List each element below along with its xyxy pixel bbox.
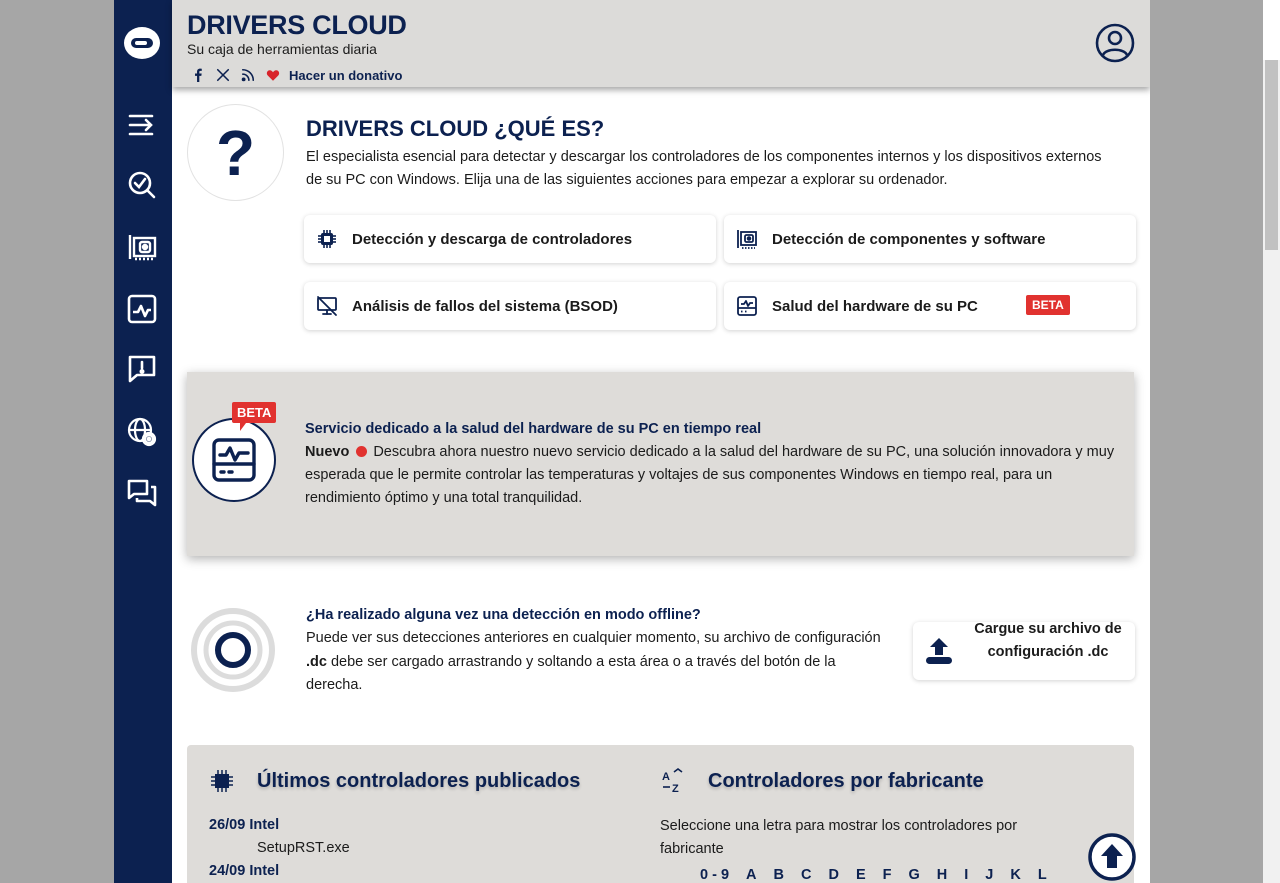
sidebar (114, 0, 172, 883)
user-account-icon[interactable] (1094, 22, 1136, 64)
donate-link[interactable]: Hacer un donativo (289, 67, 403, 83)
letter-link[interactable]: K (1010, 867, 1021, 883)
driver-entry[interactable]: 24/09 Intel (209, 863, 280, 879)
promo-description: Descubra ahora nuestro nuevo servicio dedicado a la salud del hardware de su PC, una solución innovadora y muy esperada que le permite controlar las temperaturas y voltajes de sus componentes Windows en tiempo real, para un rendimiento óptimo y una total tranquilidad. (305, 444, 1115, 506)
letter-link[interactable]: A (746, 867, 757, 883)
intro-text: El especialista esencial para detectar y descargar los controladores de los componentes internos y los dispositivos externos de su PC con Windows. Elija una de las siguientes acciones para empezar a explorar su ordenador. (306, 149, 1102, 188)
hardware-health-icon (192, 418, 276, 502)
manufacturer-title: Controladores por fabricante (708, 769, 984, 792)
facebook-icon[interactable] (185, 66, 210, 84)
letter-index (700, 867, 1064, 883)
monitoring-icon[interactable] (125, 292, 159, 326)
letter-link[interactable]: B (773, 867, 784, 883)
heart-icon (260, 66, 285, 84)
menu-toggle-icon[interactable] (125, 108, 159, 142)
action-label: Detección y descarga de controladores (352, 230, 633, 248)
offline-detection-icon (190, 607, 276, 693)
bsod-analysis-button[interactable] (304, 282, 716, 330)
drivers-cloud-logo[interactable] (123, 24, 161, 62)
manufacturer-heading (660, 768, 984, 794)
action-label: Análisis de fallos del sistema (BSOD) (352, 297, 618, 315)
promo-beta-tag (232, 402, 276, 423)
letter-link[interactable]: G (908, 867, 920, 883)
driver-file-link[interactable]: SetupRST.exe (257, 840, 350, 856)
driver-detection-button[interactable] (304, 215, 716, 263)
report-problem-icon[interactable] (125, 352, 159, 386)
drivers-panel (187, 745, 1134, 883)
beta-badge: BETA (1026, 295, 1070, 315)
hardware-health-promo[interactable] (187, 372, 1134, 556)
letter-link[interactable]: D (828, 867, 839, 883)
svg-text:Z: Z (672, 783, 679, 794)
new-label: Nuevo (305, 444, 350, 460)
hardware-health-button[interactable] (724, 282, 1136, 330)
brand-subtitle: Su caja de herramientas diaria (187, 41, 377, 57)
search-check-icon[interactable] (125, 168, 159, 202)
question-icon: ? (187, 104, 284, 201)
page-scrollbar[interactable] (1263, 0, 1280, 883)
network-settings-icon[interactable] (125, 415, 159, 449)
letter-link[interactable]: E (855, 867, 866, 883)
scroll-to-top-icon[interactable] (1088, 833, 1136, 881)
chip-icon (316, 228, 338, 250)
manufacturer-text: Seleccione una letra para mostrar los controladores por fabricante (660, 818, 1018, 857)
app-window (114, 0, 1150, 883)
offline-title: ¿Ha realizado alguna vez una detección en modo offline? (306, 607, 701, 623)
scrollbar-thumb[interactable] (1265, 60, 1278, 250)
letter-link[interactable]: C (800, 867, 812, 883)
upload-config-button[interactable] (913, 622, 1135, 680)
new-dot (356, 446, 367, 457)
component-detection-button[interactable] (724, 215, 1136, 263)
promo-title: Servicio dedicado a la salud del hardware de su PC en tiempo real (305, 421, 762, 437)
latest-drivers-heading (209, 768, 580, 794)
beta-badge: BETA (232, 402, 276, 423)
graphics-card-icon[interactable] (125, 230, 159, 264)
offline-text: Puede ver sus detecciones anteriores en cualquier momento, su archivo de configuración .dc debe ser cargado arrastrando y soltando a esta área o a través del botón de la derecha. (306, 630, 881, 693)
letter-link[interactable]: H (936, 867, 948, 883)
monitor-crash-icon (316, 295, 338, 317)
action-label: Detección de componentes y software (772, 230, 1046, 248)
letter-link[interactable]: L (1037, 867, 1047, 883)
graphics-card-icon (736, 228, 758, 250)
upload-icon (923, 636, 955, 666)
letter-link[interactable]: F (882, 867, 892, 883)
upload-label: Cargue su archivo de configuración .dc (974, 621, 1122, 660)
latest-drivers-title: Últimos controladores publicados (257, 769, 581, 792)
brand-title[interactable]: DRIVERS CLOUD (187, 10, 407, 40)
driver-entry[interactable]: 26/09 Intel (209, 817, 280, 833)
sort-az-icon (660, 768, 686, 794)
promo-text (305, 441, 1120, 510)
intro-title: DRIVERS CLOUD ¿QUÉ ES? (306, 116, 605, 141)
top-header (172, 0, 1150, 87)
social-links (185, 66, 402, 84)
rss-icon[interactable] (235, 66, 260, 84)
action-label: Salud del hardware de su PC (772, 297, 978, 315)
letter-link[interactable]: 0 - 9 (700, 867, 730, 883)
letter-link[interactable]: J (985, 867, 994, 883)
x-twitter-icon[interactable] (210, 66, 235, 84)
forum-icon[interactable] (125, 476, 159, 510)
letter-link[interactable]: I (964, 867, 969, 883)
processor-icon (209, 768, 235, 794)
hardware-health-icon (736, 295, 758, 317)
svg-text:A: A (662, 771, 670, 783)
scrollbar-track-top (1263, 0, 1280, 60)
